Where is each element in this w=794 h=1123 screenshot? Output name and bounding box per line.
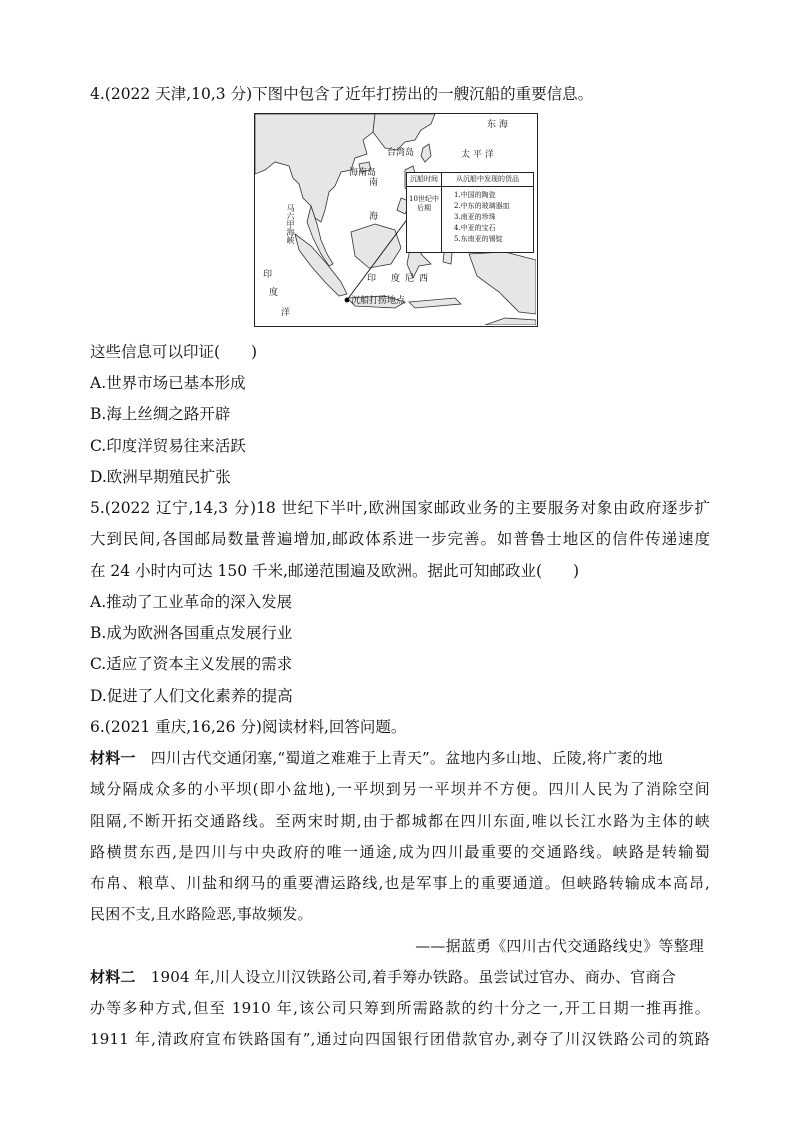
label-pacific: 太 平 洋 bbox=[461, 150, 494, 160]
q5-line-1: 5.(2022 辽宁,14,3 分)18 世纪下半叶,欧洲国家邮政业务的主要服务对象由政府逐步扩 bbox=[90, 499, 710, 517]
material-2-label: 材料二 bbox=[90, 968, 136, 986]
material-2-text: 1904 年,川人设立川汉铁路公司,着手筹办铁路。虽尝试过官办、商办、官商合 bbox=[135, 968, 676, 986]
label-south-1: 南 bbox=[369, 178, 379, 188]
q5-option-b: B.成为欧洲各国重点发展行业 bbox=[90, 624, 293, 642]
q6-m1-line-6: 民困不支,且水路险恶,事故频发。 bbox=[90, 905, 313, 923]
q6-m1-line-2: 域分隔成众多的小平坝(即小盆地),一平坝到另一平坝并不方便。四川人民为了消除空间 bbox=[90, 780, 710, 798]
q5-option-c: C.适应了资本主义发展的需求 bbox=[90, 655, 293, 673]
q6-m1-line-5: 布帛、粮草、川盐和纲马的重要漕运路线,也是军事上的重要通道。但峡路转输成本高昂, bbox=[90, 874, 710, 892]
legend-goods-item: 1.中国的陶瓷 bbox=[454, 191, 496, 199]
q6-m2-line-1 bbox=[90, 967, 710, 987]
legend-time-value: 10世纪中后期 bbox=[407, 187, 442, 253]
legend-goods-item: 3.南亚的珍珠 bbox=[454, 213, 496, 221]
q4-option-d: D.欧洲早期殖民扩张 bbox=[90, 468, 231, 486]
wreck-site-marker bbox=[345, 298, 350, 303]
label-wreck-site: 沉船打捞地点 bbox=[351, 296, 406, 306]
q6-stem: 6.(2021 重庆,16,26 分)阅读材料,回答问题。 bbox=[90, 718, 407, 736]
label-india-2: 度 bbox=[269, 288, 279, 298]
label-indo-1: 印 bbox=[367, 274, 377, 284]
q4-option-c: C.印度洋贸易往来活跃 bbox=[90, 437, 246, 455]
q6-m1-source: ——据蓝勇《四川古代交通路线史》等整理 bbox=[415, 937, 704, 955]
legend-goods-list bbox=[442, 187, 533, 253]
q5-line-3: 在 24 小时内可达 150 千米,邮递范围遍及欧洲。据此可知邮政业( ) bbox=[90, 562, 580, 580]
label-east-sea: 东 海 bbox=[487, 120, 508, 130]
label-hainan: 海南岛 bbox=[349, 168, 377, 178]
southeast-asia-map bbox=[254, 113, 538, 327]
q5-line-2: 大到民间,各国邮局数量普遍增加,邮政体系进一步完善。如普鲁士地区的信件传递速度 bbox=[90, 530, 710, 548]
q4-option-a: A.世界市场已基本形成 bbox=[90, 374, 246, 392]
legend-goods-item: 2.中东的玻璃器皿 bbox=[454, 202, 510, 210]
label-india-3: 洋 bbox=[281, 308, 291, 318]
q4-prompt: 这些信息可以印证( ) bbox=[90, 343, 258, 361]
q6-m2-line-2: 办等多种方式,但至 1910 年,该公司只筹到所需路款的约十分之一,开工日期一推再推。 bbox=[90, 999, 710, 1017]
legend-goods-item: 4.中亚的宝石 bbox=[454, 224, 496, 232]
legend-goods-item: 5.东南亚的锡锭 bbox=[454, 235, 503, 243]
q5-option-a: A.推动了工业革命的深入发展 bbox=[90, 593, 293, 611]
q4-option-b: B.海上丝绸之路开辟 bbox=[90, 405, 231, 423]
q4-stem: 4.(2022 天津,10,3 分)下图中包含了近年打捞出的一艘沉船的重要信息。 bbox=[90, 85, 594, 103]
label-taiwan: 台湾岛 bbox=[387, 148, 415, 158]
label-indo-3: 尼 bbox=[405, 274, 415, 284]
q6-m2-line-3: 1911 年,清政府宣布铁路国有”,通过向四国银行团借款官办,剥夺了川汉铁路公司的筑路 bbox=[90, 1030, 710, 1048]
q6-m1-line-1 bbox=[90, 748, 710, 768]
label-india-1: 印 bbox=[263, 270, 273, 280]
q6-m1-line-4: 路横贯东西,是四川与中央政府的唯一通途,成为四川最重要的交通路线。峡路是转输蜀 bbox=[90, 843, 710, 861]
material-1-text: 四川古代交通闭塞,“蜀道之难难于上青天”。盆地内多山地、丘陵,将广袤的地 bbox=[135, 749, 663, 767]
material-1-label: 材料一 bbox=[90, 749, 136, 767]
label-indo-4: 西 bbox=[419, 274, 429, 284]
label-malacca: 马六甲海峡 bbox=[286, 204, 295, 244]
q5-option-d: D.促进了人们文化素养的提高 bbox=[90, 687, 293, 705]
q6-m1-line-3: 阻隔,不断开拓交通路线。至两宋时期,由于都城都在四川东面,唯以长江水路为主体的峡 bbox=[90, 812, 710, 830]
label-indo-2: 度 bbox=[391, 274, 401, 284]
legend-header-time: 沉船时间 bbox=[407, 173, 442, 186]
wreck-info-table bbox=[406, 172, 534, 253]
label-south-2: 海 bbox=[369, 212, 379, 222]
legend-header-goods: 从沉船中发现的货品 bbox=[456, 175, 519, 183]
